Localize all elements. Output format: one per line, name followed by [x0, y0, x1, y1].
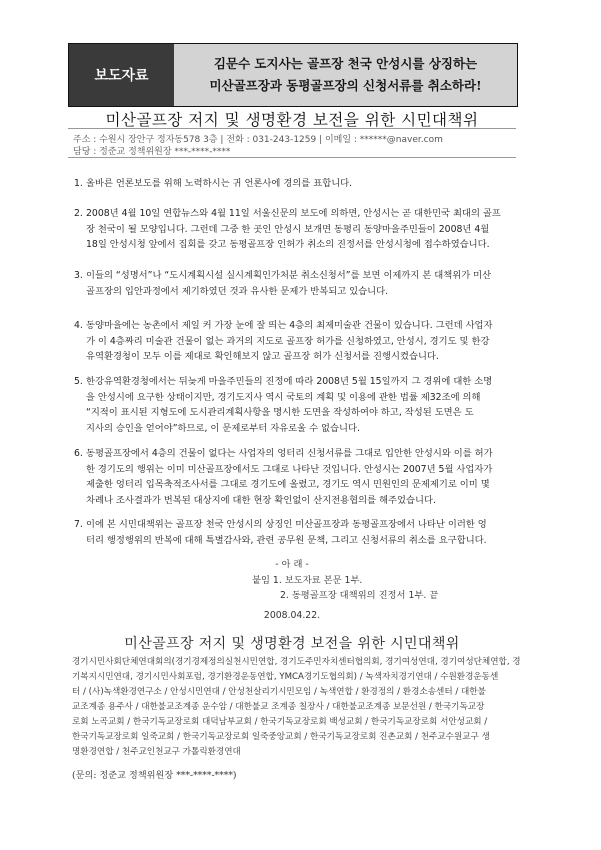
paragraph-line: 2008년 4월 10일 연합뉴스와 4월 11일 서울신문의 보도에 의하면, 안성시는 곧 대한민국 최대의 골프 [86, 208, 501, 219]
paragraph-1 [74, 176, 536, 192]
press-release-label: 보도자료 [69, 44, 174, 106]
paragraph-7 [74, 517, 536, 548]
below-marker: - 아 래 - [275, 559, 309, 570]
paragraph-number: 4. [74, 320, 83, 331]
member-line: 경기시민사회단체연대회의(경기경제정의실천시민연합, 경기도주민자치센터협의회, 경기여성연대, 경기여성단체연합, 경 [72, 657, 521, 667]
paragraph-2 [74, 206, 536, 253]
paragraph-line: 한 경기도의 행위는 이미 미산골프장에서도 그대로 나타난 것입니다. 안성시는 2007년 5월 사업자가 [86, 463, 493, 475]
paragraph-line: 지사의 승인을 얻어야”하므로, 이 문제로부터 자유로울 수 없습니다. [86, 422, 360, 434]
paragraph-number: 1. [74, 178, 83, 189]
contact-person: 담당 : 정준교 정책위원장 ***-****-**** [73, 147, 231, 157]
member-line: 한국기독교장로회 일죽교회 / 한국기독교장로회 일죽중앙교회 / 한국기독교장로회 진촌교회 / 천주교수원교구 생 [72, 732, 490, 742]
paragraph-number: 2. [74, 208, 83, 219]
headline-line-2: 미산골프장과 동평골프장의 신청서류를 취소하라! [209, 78, 482, 93]
contact-address: 주소 : 수원시 장안구 정자동578 3층 | 전화 : 031-243-1259 | 이메일 : ******@naver.com [73, 135, 443, 145]
member-line: 교조계종 용주사 / 대한불교조계종 운수암 / 대한불교 조계종 칠장사 / 대한불교조계종 보문선원 / 한국기독교장 [72, 702, 485, 712]
paragraph-number: 7. [74, 519, 83, 530]
paragraph-line: 을 안성시에 요구한 상태이지만, 경기도지사 역시 국토의 계획 및 이용에 관한 법률 제32조에 의해 [86, 391, 481, 403]
release-date: 2008.04.22. [263, 610, 321, 621]
paragraph-line: 올바른 언론보도를 위해 노력하시는 귀 언론사에 경의를 표합니다. [86, 178, 353, 189]
paragraph-line: 장 천국이 될 모양입니다. 그런데 그중 한 곳인 안성시 보개면 동평리 동양마을주민들이 2008년 4월 [86, 223, 490, 235]
press-release-header [68, 43, 518, 107]
member-line: 명환경연합 / 천주교인천교구 가톨릭환경연대 [72, 747, 241, 757]
member-line: 터 / (사)녹색환경연구소 / 안성시민연대 / 안성천살리기시민모임 / 녹색연합 / 환경정의 / 환경소송센터 / 대한불 [72, 687, 486, 697]
attachment-2: 2. 동평골프장 대책위의 진정서 1부. 끝 [280, 590, 439, 601]
paragraph-line: “지적이 표시된 지형도에 도시관리계획사항을 명시한 도면을 작성하여야 하고, 작성된 도면은 도 [86, 407, 474, 418]
paragraph-line: 차례나 조사결과가 번복된 대상지에 대한 현장 확인없이 산지전용협의를 해주었습니다. [86, 494, 436, 506]
paragraph-3 [74, 268, 536, 299]
paragraph-line: 가 이 4층짜리 미술관 건물이 없는 과거의 지도로 골프장 허가를 신청하였고, 안성시, 경기도 및 한강 [86, 335, 490, 347]
paragraph-4 [74, 318, 536, 365]
paragraph-line: 한강유역환경청에서는 뒤늦게 마을주민들의 진정에 따라 2008년 5월 15일까지 그 경위에 대한 소명 [86, 376, 493, 387]
divider [68, 157, 516, 158]
paragraph-line: 이들의 “성명서”나 “도시계획시설 실시계획인가처분 취소신청서”를 보면 이제까지 본 대책위가 미산 [86, 270, 492, 281]
member-line: 기복지시민연대, 경기시민사회포럼, 경기환경운동연합, YMCA경기도협의회) / 녹색자치경기연대 / 수원환경운동센 [72, 672, 499, 682]
headline-line-1: 김문수 도지사는 골프장 천국 안성시를 상징하는 [213, 56, 478, 71]
paragraph-line: 동평골프장에서 4층의 건물이 없다는 사업자의 엉터리 신청서류를 그대로 입안한 안성시와 이를 허가 [86, 448, 493, 459]
paragraph-line: 제출한 엉터리 입목축적조사서를 그대로 경기도에 올렸고, 경기도 역시 민원인의 문제제기로 이미 몇 [86, 479, 490, 490]
paragraph-line: 동양마을에는 농촌에서 제일 커 가장 눈에 잘 띄는 4층의 최제미술관 건물이 있습니다. 그런데 사업자 [86, 320, 493, 331]
inquiry-contact: (문의: 정준교 정책위원장 ***-****-****) [72, 770, 237, 781]
headline-box [174, 44, 517, 106]
footer-organization-title: 미산골프장 저지 및 생명환경 보전을 위한 시민대책위 [124, 636, 460, 652]
member-organizations [72, 655, 540, 760]
paragraph-line: 이에 본 시민대책위는 골프장 천국 안성시의 상징인 미산골프장과 동평골프장에서 나타난 이러한 엉 [86, 519, 487, 530]
paragraph-number: 5. [74, 376, 83, 387]
member-line: 로회 노곡교회 / 한국기독교장로회 대덕남부교회 / 한국기독교장로회 백성교회 / 한국기독교장로회 서안성교회 / [72, 717, 488, 727]
organization-title: 미산골프장 저지 및 생명환경 보전을 위한 시민대책위 [105, 111, 479, 129]
paragraph-line: 18일 안성시청 앞에서 집회를 갖고 동평골프장 인허가 취소의 진정서를 안성시청에 접수하였습니다. [86, 239, 490, 250]
divider [68, 128, 516, 129]
attachment-1: 붙임 1. 보도자료 본문 1부. [252, 575, 363, 586]
paragraph-5 [74, 374, 536, 436]
paragraph-line: 유역환경청이 모두 이를 제대로 확인해보지 않고 골프장 허가 신청서를 진행시켰습니다. [86, 351, 439, 362]
paragraph-line: 터리 행정행위의 반복에 대해 특별감사와, 관련 공무원 문책, 그리고 신청서류의 취소를 요구합니다. [86, 534, 487, 546]
paragraph-line: 골프장의 입안과정에서 제기하였던 것과 유사한 문제가 반복되고 있습니다. [86, 285, 389, 297]
paragraph-number: 6. [74, 448, 83, 459]
paragraph-number: 3. [74, 270, 83, 281]
paragraph-6 [74, 446, 536, 508]
